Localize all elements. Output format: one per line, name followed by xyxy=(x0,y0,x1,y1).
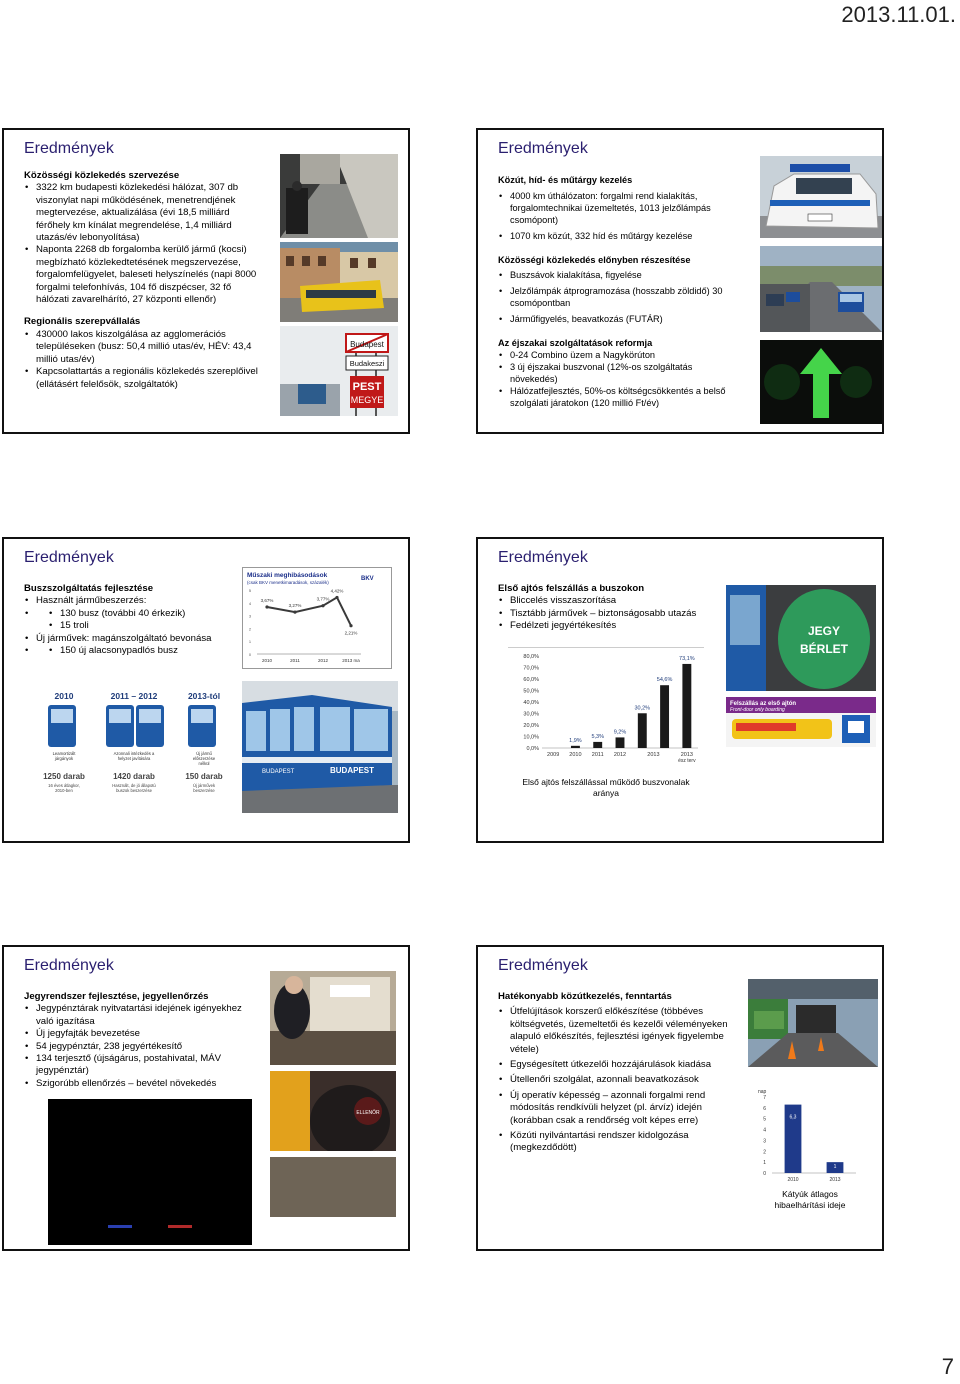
data-point xyxy=(335,596,338,599)
bus-destination-text: BUDAPEST xyxy=(330,766,375,775)
y-tick-label: 0 xyxy=(249,653,251,657)
section-heading: Első ajtós felszállás a buszokon xyxy=(498,583,645,594)
fleet-note: beszerzése xyxy=(193,788,215,793)
slide-text xyxy=(24,991,242,1090)
bus-window-icon xyxy=(51,709,73,723)
data-point xyxy=(265,605,268,608)
y-tick-label: 20,0% xyxy=(523,723,539,729)
fleet-development-graphic xyxy=(28,689,238,809)
section-heading: Regionális szerepvállalás xyxy=(24,316,141,328)
x-tick-label: 2009 xyxy=(547,752,560,758)
x-tick-label: 2012 xyxy=(317,658,329,663)
list-item: • Szigorúbb ellenőrzés – bevétel növekedés xyxy=(36,1078,242,1090)
fleet-desc-label: járgányok xyxy=(54,756,74,761)
y-tick-label: 5 xyxy=(763,1116,766,1123)
data-point xyxy=(321,604,324,607)
list-subitem: • • 150 új alacsonypadlós busz xyxy=(60,645,244,657)
fleet-note: buszok beszerzése xyxy=(116,788,152,793)
slide-3 xyxy=(2,537,410,843)
data-label: 3,77% xyxy=(316,596,330,602)
fleet-year-label: 2010 xyxy=(54,691,74,701)
bar xyxy=(571,746,580,748)
list-item: • Új járművek: magánszolgáltató bevonása xyxy=(36,633,244,645)
section-heading: Közösségi közlekedés szervezése xyxy=(24,170,180,181)
bus-window-icon xyxy=(139,709,161,723)
data-label: 4,42% xyxy=(330,588,344,594)
inspector-badge-text: ELLENŐR xyxy=(356,1110,380,1116)
metro-photo xyxy=(280,154,398,238)
x-tick-label: 2013 xyxy=(680,752,693,758)
dark-chart-panel xyxy=(48,1099,252,1245)
data-label: 5,3% xyxy=(591,733,604,740)
list-item: • Kapcsolattartás a regionális közlekedés szereplőivel (ellátásért felelősök, szolgáltatók) xyxy=(36,366,262,391)
fleet-desc-label: előszerzése xyxy=(192,756,216,761)
breakdown-line-chart xyxy=(242,567,392,669)
bar xyxy=(682,664,691,748)
sign-text: PEST xyxy=(352,381,382,393)
sign-text: MEGYE xyxy=(350,395,384,405)
list-item: • Járműfigyelés, beavatkozás (FUTÁR) xyxy=(510,313,738,325)
data-label: 3,67% xyxy=(260,598,274,604)
fleet-count: 150 darab xyxy=(185,772,223,781)
y-tick-label: 5 xyxy=(249,589,251,593)
slide-title: Eredmények xyxy=(24,957,114,974)
ticket-check-photo xyxy=(270,1157,396,1217)
list-item xyxy=(36,608,244,633)
series-line xyxy=(267,597,351,625)
y-tick-label: 3 xyxy=(249,614,251,619)
bkv-logo: BKV xyxy=(361,576,374,582)
list-item: • Fedélzeti jegyértékesítés xyxy=(510,620,738,632)
section-heading: Jegyrendszer fejlesztése, jegyellenőrzés xyxy=(24,991,209,1002)
y-tick-label: 30,0% xyxy=(523,711,539,718)
data-label: 1 xyxy=(833,1164,837,1171)
slide-title: Eredmények xyxy=(498,140,588,157)
data-label: 73,1% xyxy=(679,655,695,662)
x-tick-label: ész terv xyxy=(678,758,696,764)
y-tick-label: 3 xyxy=(763,1138,766,1145)
section-heading: Az éjszakai szolgáltatások reformja xyxy=(498,338,653,348)
list-item: • Használt járműbeszerzés: xyxy=(36,595,244,607)
y-tick-label: 4 xyxy=(763,1127,766,1134)
x-tick-label: 2013 xyxy=(829,1177,841,1183)
data-label: 54,6% xyxy=(656,677,673,684)
y-tick-label: 50,0% xyxy=(523,688,539,695)
list-item: • Jelzőlámpák átprogramozása (hosszabb zöldidő) 30 csomópontban xyxy=(510,285,738,309)
bus-depot-photo xyxy=(242,681,398,813)
data-label: 3,27% xyxy=(288,603,302,609)
slide-6 xyxy=(476,945,884,1251)
x-tick-label: 2011 xyxy=(290,658,300,663)
bus-destination-text: BUDAPEST xyxy=(262,769,295,775)
y-tick-label: 70,0% xyxy=(523,665,539,672)
list-item: • Új jegyfajták bevezetése xyxy=(36,1028,242,1040)
list-item: • Bliccelés visszaszorítása xyxy=(510,595,738,607)
boarding-sign-photo xyxy=(726,585,876,691)
y-tick-label: 1 xyxy=(249,640,251,645)
data-point xyxy=(349,624,352,627)
y-tick-label: 40,0% xyxy=(523,700,539,706)
y-tick-label: 10,0% xyxy=(523,734,539,741)
list-item: • Egységesített útkezelői hozzájárulások kiadása xyxy=(510,1059,734,1071)
x-tick-label: 2010 xyxy=(569,752,582,758)
list-item: • 3322 km budapesti közlekedési hálózat, 307 db viszonylat napi működésének, menetrendjének megtervezése, aktualizálása (évi 18,5 milliárd férőhely km kínálat megrendelése, 1,4 milliárd utazás/év lebonyolítása) xyxy=(36,182,262,244)
boarding-banner xyxy=(726,697,876,747)
y-tick-label: 1 xyxy=(763,1160,766,1167)
list-item: • Közúti nyilvántartási rendszer kidolgozása (megkezdődött) xyxy=(510,1130,734,1155)
fleet-desc-label: helyzet javítására xyxy=(117,756,151,761)
fleet-desc-label: Leamortizált xyxy=(52,751,76,756)
chart-title: Műszaki meghibásodások xyxy=(247,572,328,579)
data-label: 2,21% xyxy=(344,630,358,636)
list-subitem: • 15 troli xyxy=(60,620,244,632)
list-item: • 1070 km közút, 332 híd és műtárgy kezelése xyxy=(510,230,738,242)
slide-4 xyxy=(476,537,884,843)
slide-title: Eredmények xyxy=(498,549,588,566)
fleet-note: Új járművek xyxy=(192,783,216,788)
tram-photo xyxy=(280,242,398,322)
city-sign-photo xyxy=(280,326,398,416)
photo-text-jegy: JEGY xyxy=(807,624,841,638)
x-tick-label: 2010 xyxy=(787,1177,799,1183)
list-subitem: • • 130 busz (további 40 érkezik) xyxy=(60,608,244,620)
list-item: • 134 terjesztő (újságárus, postahivatal, MÁV jegypénztár) xyxy=(36,1053,242,1078)
list-item: • Új operatív képesség – azonnali forgalmi rend módosítás rendkívüli helyzet (pl. árvíz) idején (korábban csak a rendőrség volt képes erre) xyxy=(510,1090,734,1127)
banner-title: Felszállás az első ajtón xyxy=(730,701,797,707)
y-tick-label: 2 xyxy=(249,627,251,632)
list-item: • Útfelújítások korszerű előkészítése (többéves költségvetés, üzemeltetői és kezelői véleményeken alapuló előkészítés, fejlesztési igények figyelembe vétele) xyxy=(510,1006,734,1056)
data-label: 1,9% xyxy=(569,737,582,744)
slide-5 xyxy=(2,945,410,1251)
section-heading: Közösségi közlekedés előnyben részesítése xyxy=(498,255,691,265)
y-tick-label: 2 xyxy=(763,1149,766,1156)
bar xyxy=(616,737,625,748)
page-date: 2013.11.01. xyxy=(841,2,956,27)
chart-caption: Első ajtós felszállással működő buszvonalak aránya xyxy=(522,777,690,798)
bar xyxy=(638,713,647,748)
page-number: 7 xyxy=(941,1354,954,1379)
list-item: • Hálózatfejlesztés, 50%-os költségcsökkentés a belső szolgálati járatokon (120 millió Ft/év) xyxy=(510,385,738,409)
bus-window-icon xyxy=(191,709,213,723)
fleet-note: Használt, de jó állapotú xyxy=(112,783,156,788)
data-point xyxy=(293,611,296,614)
roadwork-photo xyxy=(748,979,878,1067)
banner-subtitle: Front-door only boarding xyxy=(730,707,785,713)
bar xyxy=(660,685,669,748)
y-tick-label: 60,0% xyxy=(523,677,539,683)
fleet-year-label: 2013-tól xyxy=(187,691,221,701)
slide-text xyxy=(498,174,738,409)
data-label: 6,3 xyxy=(789,1114,797,1121)
x-tick-label: 2013 ma xyxy=(342,658,360,663)
photo-text-berlet: BÉRLET xyxy=(800,642,848,656)
x-tick-label: 2011 xyxy=(591,752,604,758)
list-item: • Jegypénztárak nyitvatartási idejének igényekhez való igazítása xyxy=(36,1003,242,1028)
x-tick-label: 2010 xyxy=(261,658,273,663)
bus-lane-photo xyxy=(760,246,882,332)
list-item: • 430000 lakos kiszolgálása az agglomerációs településeken (busz: 50,4 millió utas/év, HÉV: 43,4 millió utas/év) xyxy=(36,329,262,366)
fleet-year-label: 2011 – 2012 xyxy=(110,691,158,701)
slide-title: Eredmények xyxy=(498,957,588,974)
y-unit-label: nap xyxy=(758,1089,767,1095)
traffic-car-photo xyxy=(760,156,882,238)
ticket-office-photo xyxy=(270,971,396,1065)
y-tick-label: 0 xyxy=(763,1171,766,1177)
list-item: • 4000 km úthálózaton: forgalmi rend kialakítás, forgalomtechnikai üzemeltetés, 1013 jelzőlámpás csomópont) xyxy=(510,190,738,226)
y-tick-label: 7 xyxy=(763,1095,766,1101)
sign-text: Budakeszi xyxy=(349,359,385,368)
ticket-inspector-photo xyxy=(270,1071,396,1151)
x-tick-label: 2012 xyxy=(613,752,627,758)
y-tick-label: 4 xyxy=(249,601,251,606)
list-item xyxy=(36,645,244,657)
list-item: • Buszsávok kialakítása, figyelése xyxy=(510,269,738,281)
slide-text xyxy=(498,991,734,1155)
bar xyxy=(593,742,602,748)
list-item: • 3 új éjszakai buszvonal (12%-os szolgáltatás növekedés) xyxy=(510,361,738,385)
list-item: • 0-24 Combino üzem a Nagykörúton xyxy=(510,349,738,361)
slide-1 xyxy=(2,128,410,434)
list-item: • Naponta 2268 db forgalomba kerülő jármű (kocsi) megbízható közlekedtetésének megszervezése, forgalomfelügyelet, baleseti helyszínelés (napi 8000 forgalmi telefonhívás, 104 fő diszpécser, 32 fő hálózati zavarelhárító, 27 központi ellenőr) xyxy=(36,244,262,306)
fleet-note: 2010-ben xyxy=(55,788,73,793)
fleet-desc-label: Új jármű xyxy=(196,751,212,756)
list-item: • Útellenőri szolgálat, azonnali beavatkozások xyxy=(510,1074,734,1086)
section-heading: Hatékonyabb közútkezelés, fenntartás xyxy=(498,991,672,1002)
front-door-bar-chart xyxy=(508,647,704,768)
data-label: 30,2% xyxy=(634,705,651,712)
fleet-count: 1250 darab xyxy=(43,772,85,781)
y-tick-label: 0,0% xyxy=(526,746,539,752)
y-tick-label: 80,0% xyxy=(523,654,539,660)
slide-text xyxy=(498,583,738,633)
fleet-desc-label: Azonnali intézkedés a xyxy=(113,751,155,756)
slide-text xyxy=(24,170,262,391)
fleet-note: 16 éves átlagkor, xyxy=(48,783,80,788)
fleet-desc-label: nélkül xyxy=(198,761,210,766)
x-tick-label: 2013 xyxy=(647,752,660,758)
traffic-light-photo xyxy=(760,340,882,424)
pothole-bar-chart xyxy=(756,1085,860,1189)
section-heading: Közút, híd- és műtárgy kezelés xyxy=(498,175,633,185)
list-item: • Tisztább járművek – biztonságosabb utazás xyxy=(510,608,738,620)
slide-2 xyxy=(476,128,884,434)
bus-window-icon xyxy=(109,709,131,723)
slide-title: Eredmények xyxy=(24,549,114,566)
fleet-count: 1420 darab xyxy=(113,772,155,781)
list-item: • 54 jegypénztár, 238 jegyértékesítő xyxy=(36,1041,242,1053)
data-label: 9,2% xyxy=(613,729,627,736)
slide-title: Eredmények xyxy=(24,140,114,157)
slide-text xyxy=(24,583,244,657)
y-tick-label: 6 xyxy=(763,1105,766,1112)
section-heading: Buszszolgáltatás fejlesztése xyxy=(24,583,154,594)
chart-caption: Kátyúk átlagos hibaelhárítási ideje xyxy=(774,1189,846,1210)
chart-subtitle: (csak BKV menetkimaradások, százalék) xyxy=(247,580,329,585)
sign-text: Budapest xyxy=(350,340,384,349)
